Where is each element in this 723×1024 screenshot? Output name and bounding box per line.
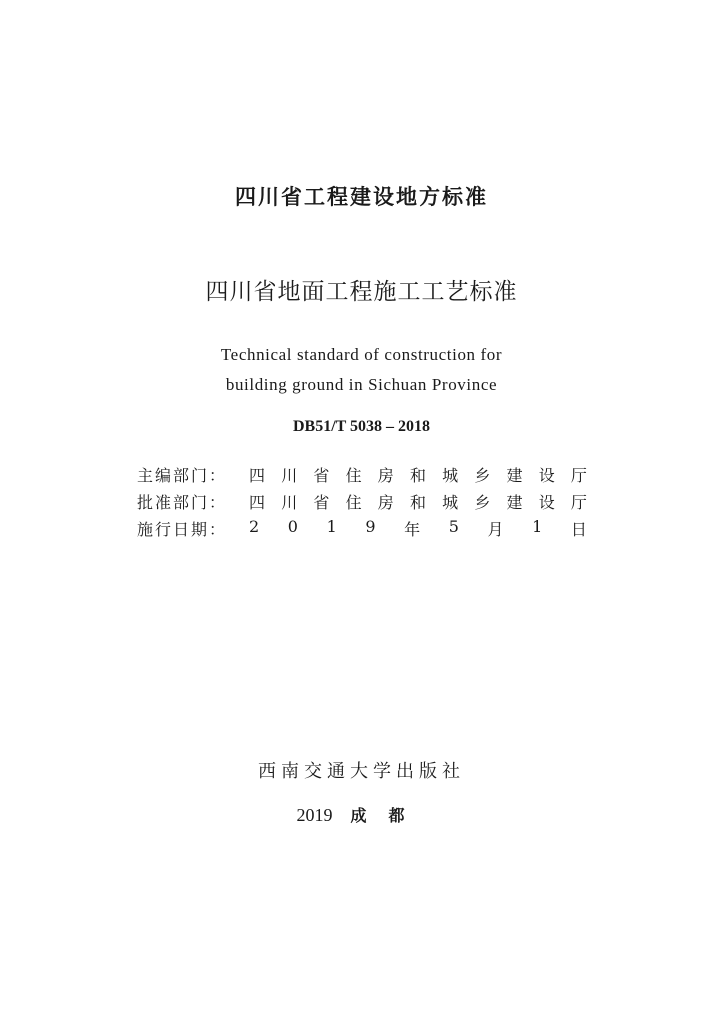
effective-date-label: 施行日期： [137, 520, 228, 539]
publication-line [0, 803, 723, 826]
effective-date-row [137, 515, 587, 542]
english-title-line-2: building ground in Sichuan Province [225, 375, 498, 394]
standard-code: DB51/T 5038 – 2018 [292, 418, 431, 435]
approver-char: 建 [506, 493, 523, 512]
approver-label: 批准部门： [137, 493, 228, 512]
series-title: 四川省工程建设地方标准 [235, 185, 488, 209]
compiler-char: 住 [345, 466, 362, 485]
date-char: 月 [487, 520, 504, 539]
compiler-label: 主编部门： [137, 466, 228, 485]
main-title: 四川省地面工程施工工艺标准 [205, 279, 518, 305]
compiler-row [137, 461, 587, 488]
approver-char: 川 [281, 493, 298, 512]
approver-value [249, 490, 587, 513]
compiler-char: 设 [538, 466, 555, 485]
approver-char: 和 [409, 493, 426, 512]
info-table [137, 461, 587, 542]
effective-date-value [249, 517, 587, 540]
approver-char: 厅 [570, 493, 587, 512]
approver-char: 省 [313, 493, 330, 512]
approver-char: 房 [377, 493, 394, 512]
approver-row [137, 488, 587, 515]
date-char: 0 [287, 517, 298, 536]
approver-char: 乡 [474, 493, 491, 512]
date-char: 日 [570, 520, 587, 539]
compiler-char: 建 [506, 466, 523, 485]
date-char: 2 [249, 517, 260, 536]
date-char: 5 [448, 517, 459, 536]
compiler-char: 省 [313, 466, 330, 485]
compiler-char: 房 [377, 466, 394, 485]
approver-char: 城 [442, 493, 459, 512]
date-char: 年 [404, 520, 421, 539]
publisher-name: 西南交通大学出版社 [258, 761, 465, 782]
compiler-char: 厅 [570, 466, 587, 485]
approver-char: 四 [249, 493, 266, 512]
english-title-line-1: Technical standard of construction for [220, 345, 503, 364]
publication-year: 2019 [296, 805, 333, 825]
publication-city: 成都 [350, 806, 427, 825]
date-char: 1 [326, 517, 337, 536]
compiler-value [249, 463, 587, 486]
compiler-char: 城 [442, 466, 459, 485]
approver-char: 设 [538, 493, 555, 512]
compiler-char: 乡 [474, 466, 491, 485]
date-char: 9 [365, 517, 376, 536]
date-char: 1 [532, 517, 543, 536]
compiler-char: 川 [281, 466, 298, 485]
approver-char: 住 [345, 493, 362, 512]
compiler-char: 四 [249, 466, 266, 485]
compiler-char: 和 [409, 466, 426, 485]
